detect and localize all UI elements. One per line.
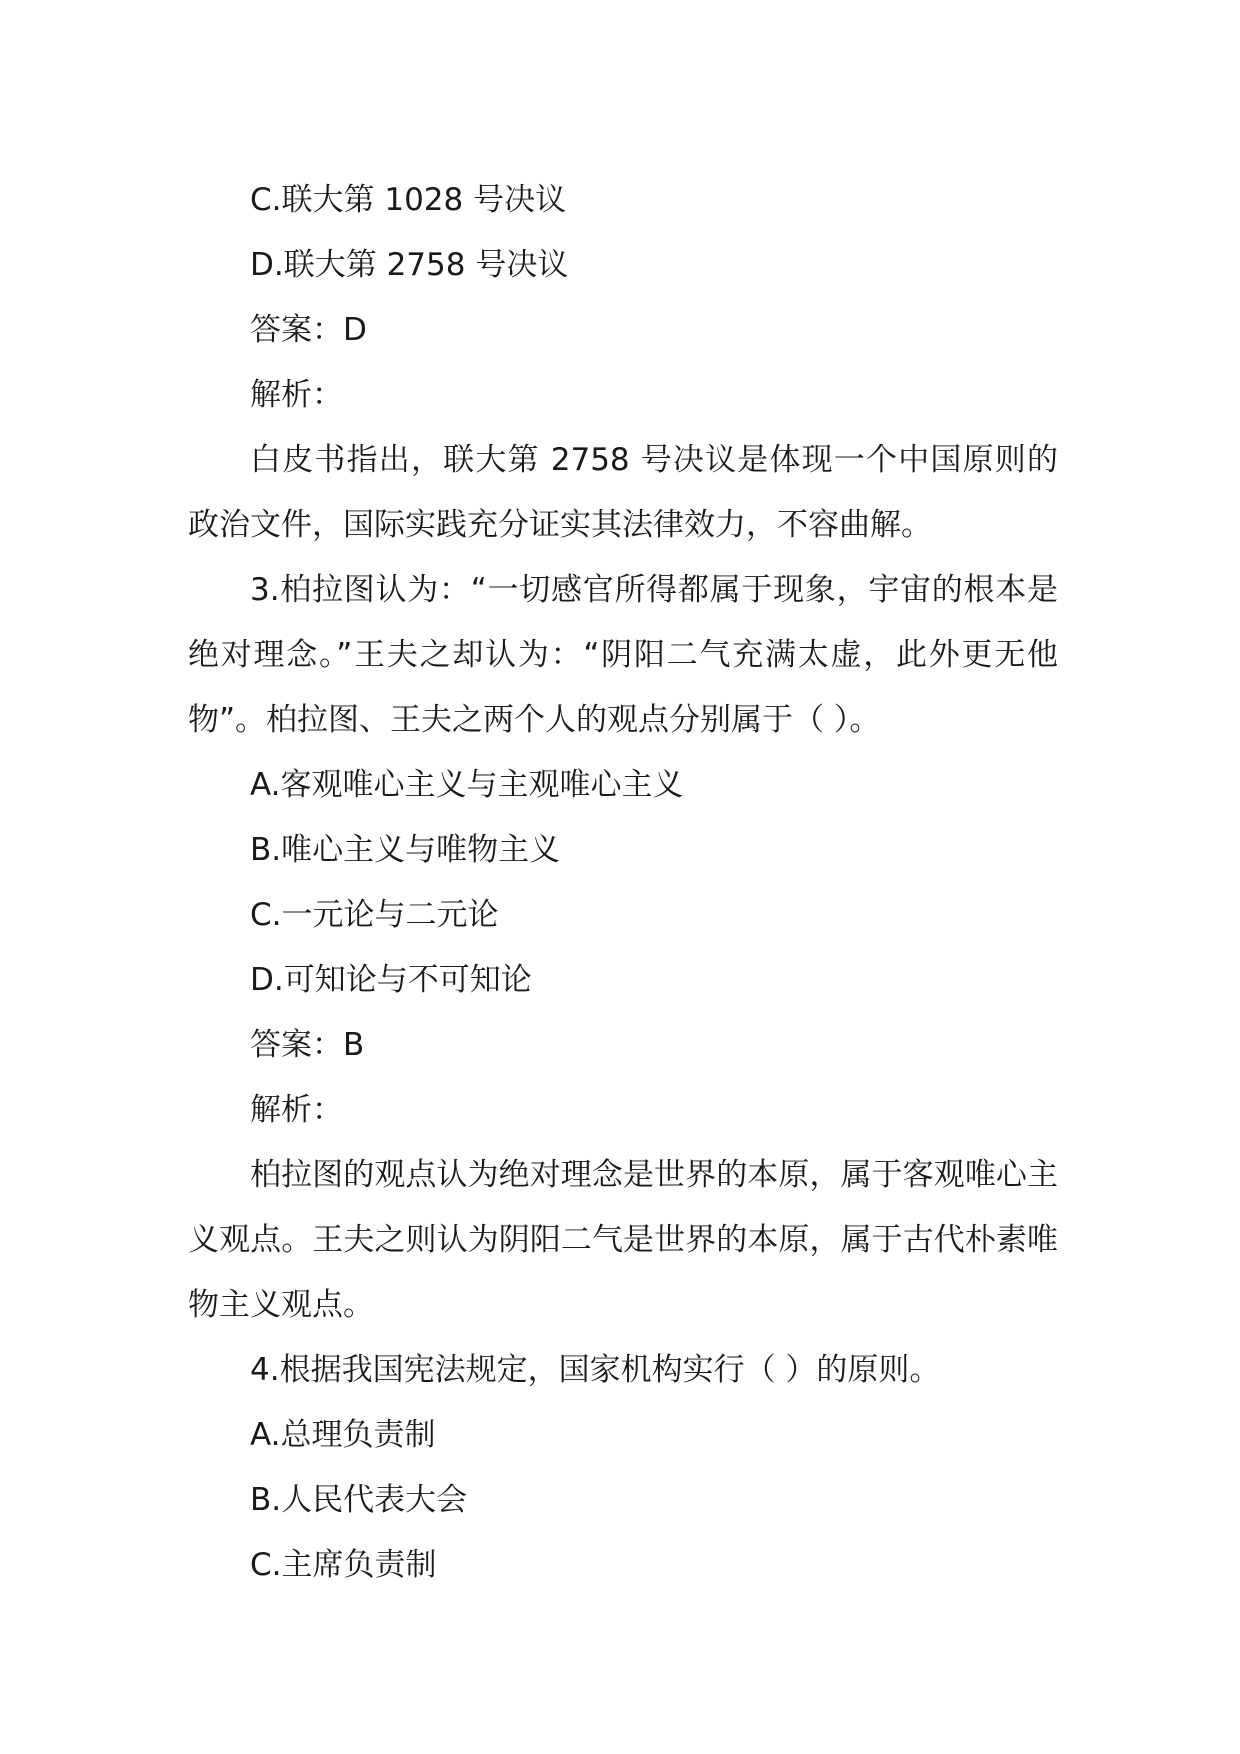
q3-stem: 3.柏拉图认为：“一切感官所得都属于现象，宇宙的根本是绝对理念。”王夫之却认为：“阴阳二气充满太虚，此外更无他物”。柏拉图、王夫之两个人的观点分别属于（ ）。 — [188, 572, 1058, 738]
q3-analysis-text: 柏拉图的观点认为绝对理念是世界的本原，属于客观唯心主义观点。王夫之则认为阴阳二气是世界的本原，属于古代朴素唯物主义观点。 — [188, 1157, 1058, 1323]
q3-option-a: A.客观唯心主义与主观唯心主义 — [250, 767, 684, 803]
q4-option-a: A.总理负责制 — [250, 1417, 436, 1453]
q3-answer: 答案：B — [250, 1027, 365, 1063]
q2-analysis-text: 白皮书指出，联大第 2758 号决议是体现一个中国原则的政治文件，国际实践充分证实其法律效力，不容曲解。 — [188, 442, 1058, 543]
q4-option-c: C.主席负责制 — [250, 1547, 437, 1583]
q3-analysis-label: 解析： — [250, 1092, 343, 1128]
q3-option-b: B.唯心主义与唯物主义 — [250, 832, 561, 868]
q3-option-d: D.可知论与不可知论 — [250, 962, 532, 998]
q2-option-c: C.联大第 1028 号决议 — [250, 182, 567, 218]
q2-analysis-label: 解析： — [250, 377, 343, 413]
q4-option-b: B.人民代表大会 — [250, 1482, 468, 1518]
q2-option-d: D.联大第 2758 号决议 — [250, 247, 569, 283]
q2-answer: 答案：D — [250, 312, 367, 348]
page-content — [188, 168, 1058, 1598]
q4-stem: 4.根据我国宪法规定，国家机构实行（ ）的原则。 — [250, 1352, 941, 1388]
q3-option-c: C.一元论与二元论 — [250, 897, 499, 933]
